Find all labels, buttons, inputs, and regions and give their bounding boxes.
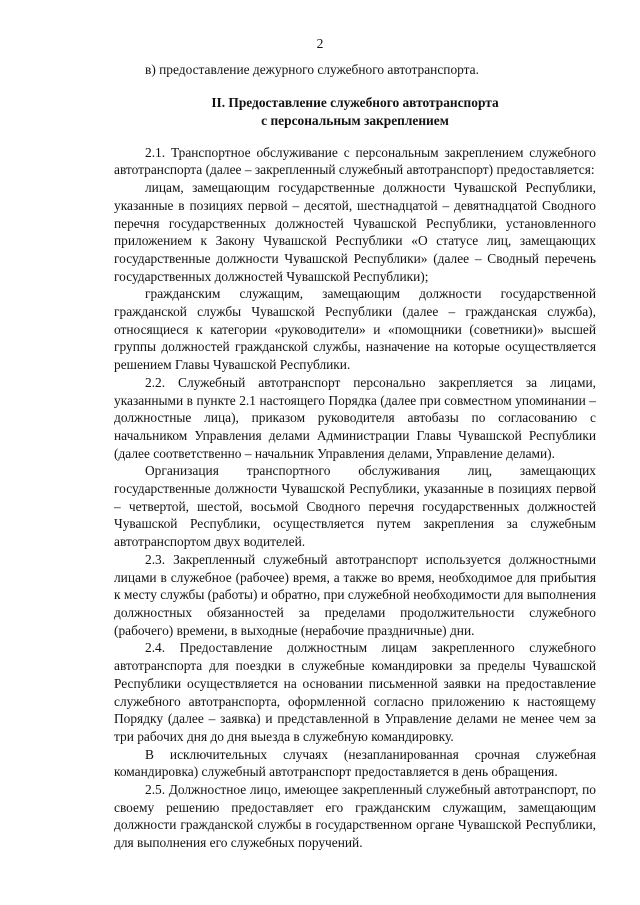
page-number: 2	[316, 36, 324, 51]
paragraph-2-4-addendum: В исключительных случаях (незапланированная срочная служебная командировка) служебный автотранспорт предоставляется в день обращения.	[114, 746, 596, 780]
paragraph-2-3: 2.3. Закрепленный служебный автотранспорт используется должностными лицами в служебное (рабочее) время, а также во время, необходимое для прибытия к месту службы (работы) и обратно, при служебной необходимости для выполнения должностных обязанностей за пределами продолжительности служебного (рабочего) времени, в выходные (нерабочие праздничные) дни.	[114, 551, 596, 638]
paragraph-2-1-item-1: лицам, замещающим государственные должности Чувашской Республики, указанные в позициях первой – десятой, шестнадцатой – девятнадцатой Сводного перечня государственных должностей Чувашской Республики, установленного приложением к Закону Чувашской Республики «О статусе лиц, замещающих государственные должности Чувашской Республики» (далее – Сводный перечень государственных должностей Чувашской Республики);	[114, 180, 596, 284]
section-heading-line-1: II. Предоставление служебного автотранспорта	[211, 94, 499, 110]
paragraph-2-1-item-2: гражданским служащим, замещающим должности государственной гражданской службы Чувашской Республики (далее – гражданская служба), относящиеся к категории «руководители» и «помощники (советники)» высшей группы должностей гражданской службы, назначение на которые осуществляется решением Главы Чувашской Республики.	[114, 286, 596, 373]
paragraph-2-1: 2.1. Транспортное обслуживание с персональным закреплением служебного автотранспорта (далее – закрепленный служебный автотранспорт) предоставляется:	[114, 144, 596, 178]
document-body	[114, 61, 596, 852]
paragraph-2-2: 2.2. Служебный автотранспорт персонально закрепляется за лицами, указанными в пункте 2.1 настоящего Порядка (далее при совместном упоминании – должностные лица), приказом руководителя автобазы по согласованию с начальником Управления делами Администрации Главы Чувашской Республики (далее соответственно – начальник Управления делами, Управление делами).	[114, 374, 596, 461]
intro-item: в) предоставление дежурного служебного автотранспорта.	[145, 62, 479, 77]
paragraph-2-4: 2.4. Предоставление должностным лицам закрепленного служебного автотранспорта для поездки в служебные командировки за пределы Чувашской Республики осуществляется на основании письменной заявки на предоставление служебного автотранспорта, оформленной согласно приложению к настоящему Порядку (далее – заявка) и представленной в Управление делами не менее чем за три рабочих дня до дня выезда в служебную командировку.	[114, 640, 596, 744]
paragraph-2-2-addendum: Организация транспортного обслуживания лиц, замещающих государственные должности Чувашской Республики, указанные в позициях первой – четвертой, шестой, восьмой Сводного перечня государственных должностей Чувашской Республики, осуществляется путем закрепления за служебным автотранспортом двух водителей.	[114, 463, 596, 550]
section-heading-line-2: с персональным закреплением	[261, 112, 449, 128]
section-heading	[114, 94, 596, 130]
paragraph-2-5: 2.5. Должностное лицо, имеющее закрепленный служебный автотранспорт, по своему решению предоставляет его гражданским служащим, замещающим должности гражданской службы в государственном органе Чувашской Республики, для выполнения его служебных поручений.	[114, 782, 596, 851]
